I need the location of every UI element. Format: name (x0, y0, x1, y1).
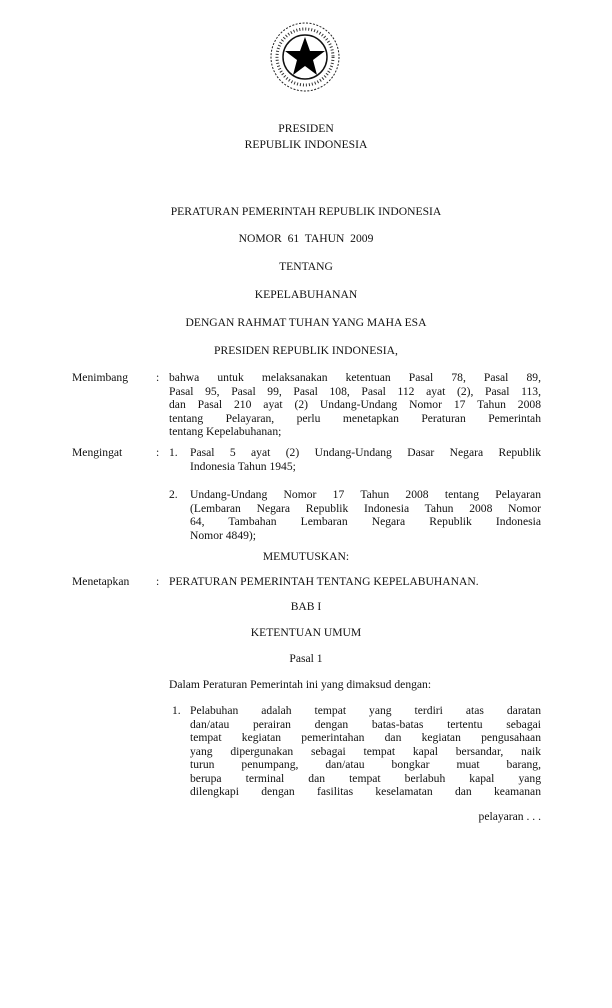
text-line: tentang Kepelabuhanan; (169, 425, 282, 438)
text-line: Nomor 4849); (190, 528, 257, 542)
subject-line: KEPELABUHANAN (254, 288, 358, 301)
nomor-line: NOMOR 61 TAHUN 2009 (238, 232, 374, 245)
text-line: bahwa untuk melaksanakan ketentuan Pasal 78, Pasal 89, (169, 371, 541, 384)
pasal-intro: Dalam Peraturan Pemerintah ini yang dimaksud dengan: (169, 678, 432, 691)
text-line: 64, Tambahan Lembaran Negara Republik Indonesia (190, 515, 541, 528)
menimbang-label: Menimbang (72, 371, 129, 384)
header-presiden: PRESIDEN (278, 122, 334, 135)
text-line: Pasal 95, Pasal 99, Pasal 108, Pasal 112 ayat (2), Pasal 113, (169, 384, 541, 398)
mengingat-label: Mengingat (72, 446, 123, 459)
pasal-heading: Pasal 1 (289, 652, 323, 665)
mengingat-item-1 (190, 446, 541, 473)
text-line: tentang Pelayaran, perlu menetapkan Peraturan Pemerintah (169, 411, 541, 425)
text-line: tempat kegiatan pemerintahan dan kegiatan pengusahaan (190, 731, 541, 744)
memutuskan: MEMUTUSKAN: (262, 550, 350, 563)
text-line: turun penumpang, dan/atau bongkar muat barang, (190, 758, 541, 771)
colon: : (156, 446, 160, 459)
text-line: Pasal 5 ayat (2) Undang-Undang Dasar Negara Republik (190, 446, 541, 459)
mengingat-item-2 (190, 488, 541, 542)
text-line: dan Pasal 210 ayat (2) Undang-Undang Nomor 17 Tahun 2008 (169, 398, 541, 411)
text-line: yang dipergunakan sebagai tempat kapal bersandar, naik (190, 744, 541, 758)
text-line: (Lembaran Negara Republik Indonesia Tahun 2008 Nomor (190, 501, 541, 515)
page-continuation: pelayaran . . . (478, 810, 541, 823)
presiden-line: PRESIDEN REPUBLIK INDONESIA, (214, 344, 398, 357)
item-number: 2. (169, 488, 178, 501)
item-number: 1. (169, 446, 178, 459)
text-line: dilengkapi dengan fasilitas keselamatan dan keamanan (190, 785, 541, 798)
header-republik: REPUBLIK INDONESIA (244, 138, 368, 151)
menimbang-text (169, 371, 541, 439)
text-line: Undang-Undang Nomor 17 Tahun 2008 tentang Pelayaran (190, 488, 541, 501)
text-line: dan/atau perairan dengan batas-batas tertentu sebagai (190, 717, 541, 731)
definition-1 (190, 704, 541, 799)
rahmat-line: DENGAN RAHMAT TUHAN YANG MAHA ESA (185, 316, 427, 329)
tentang-line: TENTANG (279, 260, 333, 273)
title-line: PERATURAN PEMERINTAH REPUBLIK INDONESIA (170, 205, 442, 218)
menetapkan-label: Menetapkan (72, 575, 130, 588)
bab-title: KETENTUAN UMUM (250, 626, 362, 639)
text-line: Pelabuhan adalah tempat yang terdiri atas daratan (190, 704, 541, 717)
bab-heading: BAB I (290, 600, 322, 613)
text-line: Indonesia Tahun 1945; (190, 459, 296, 473)
item-number: 1. (172, 704, 181, 717)
colon: : (156, 575, 160, 588)
garuda-star-emblem-icon (268, 20, 342, 94)
menetapkan-text: PERATURAN PEMERINTAH TENTANG KEPELABUHANAN. (169, 575, 479, 588)
text-line: berupa terminal dan tempat berlabuh kapal yang (190, 771, 541, 785)
colon: : (156, 371, 160, 384)
